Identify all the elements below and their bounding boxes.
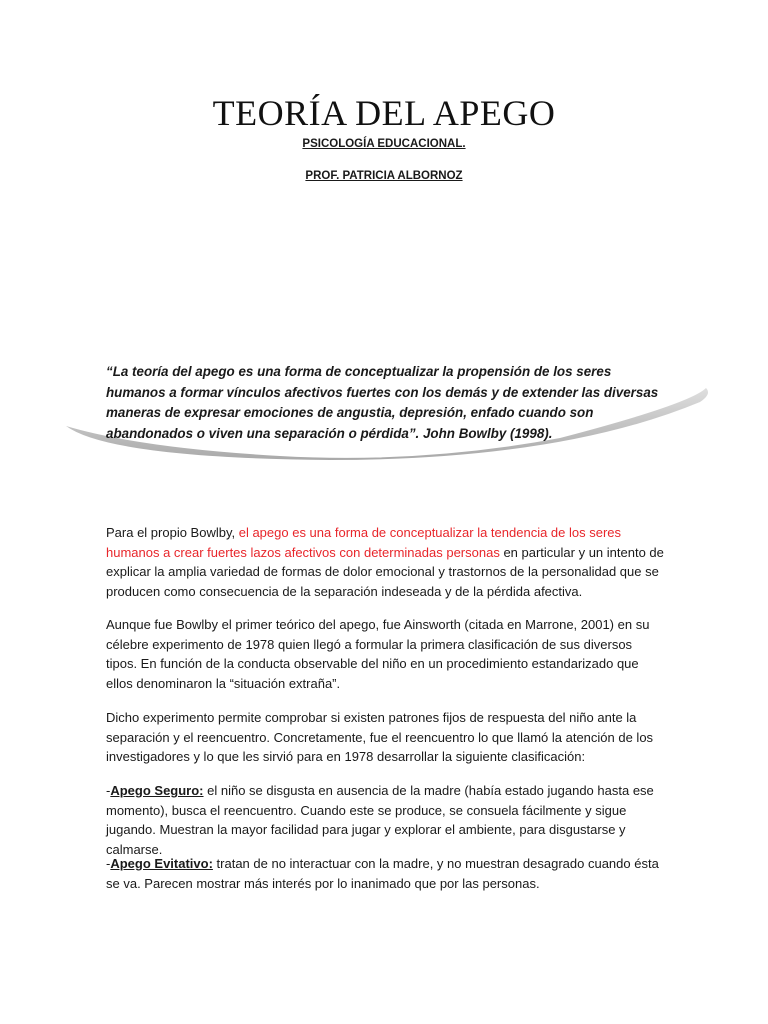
paragraph-lead: Para el propio Bowlby, (106, 525, 239, 540)
page-title: TEORÍA DEL APEGO (212, 93, 556, 133)
paragraph-experiment: Dicho experimento permite comprobar si existen patrones fijos de respuesta del niño ante la separación y el reencuentro. Concretamente, fue el reencuentro lo que llamó la atención de los investigadores y lo que les sirvió para en 1978 desarrollar la siguiente clasificación: (106, 710, 654, 764)
paragraph-ainsworth: Aunque fue Bowlby el primer teórico del apego, fue Ainsworth (citada en Marrone, 2001) en su célebre experimento de 1978 quien llegó a formular la primera clasificación de sus diversos tipos. En función de la conducta observable del niño en un procedimiento estandarizado que ellos denominaron la “situación extraña”. (106, 617, 650, 691)
paragraph-tail: en particular y un intento de explicar la amplia variedad de formas de dolor emocional y trastornos de la personalidad que se producen como consecuencia de la separación indeseada y de la pérdida afectiva. (106, 544, 664, 599)
term-apego-evitativo: Apego Evitativo: (110, 856, 213, 871)
definition-apego-seguro: el niño se disgusta en ausencia de la madre (había estado jugando hasta ese momento), busca el reencuentro. Cuando este se produce, se consuela fácilmente y sigue jugando. Muestran la mayor facilidad para jugar y explorar el ambiente, para disgustarse y calmarse. (106, 783, 654, 857)
bowlby-quote: “La teoría del apego es una forma de conceptualizar la propensión de los seres humanos a formar vínculos afectivos fuertes con los demás y de extender las diversas maneras de expresar emociones de angustia, depresión, enfado cuando son abandonados o viven una separación o pérdida”. John Bowlby (1998). (106, 364, 659, 441)
term-apego-seguro: Apego Seguro: (110, 783, 204, 798)
course-subtitle: PSICOLOGÍA EDUCACIONAL. (302, 138, 466, 150)
highlighted-definition: el apego es una forma de conceptualizar la tendencia de los seres humanos a crear fuertes lazos afectivos con determinadas personas (106, 525, 622, 560)
paragraph-bowlby-definition (106, 523, 666, 601)
definition-apego-evitativo: tratan de no interactuar con la madre, y no muestran desagrado cuando ésta se va. Parecen mostrar más interés por lo inanimado que por las personas. (106, 856, 659, 891)
paragraph-apego-seguro (106, 781, 666, 859)
paragraph-apego-evitativo (106, 854, 666, 893)
list-dash: - (106, 856, 111, 871)
professor-subtitle: PROF. PATRICIA ALBORNOZ (305, 170, 463, 182)
list-dash: - (106, 783, 111, 798)
